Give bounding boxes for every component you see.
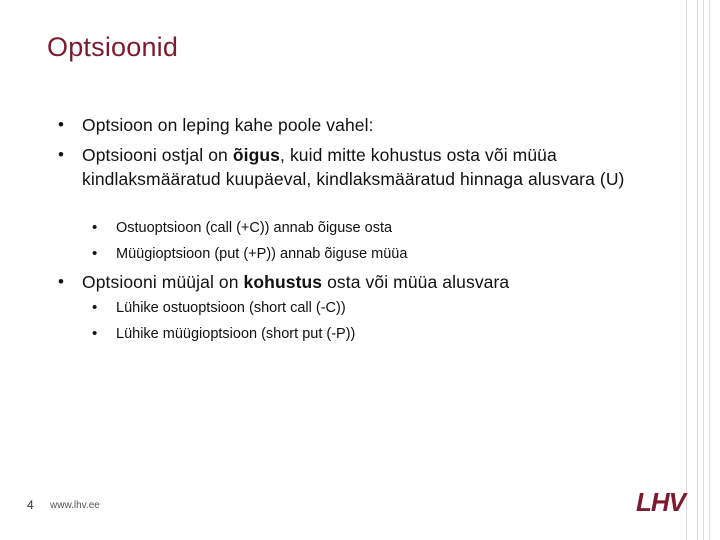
bullet-item — [82, 143, 642, 191]
sub-bullet-item — [116, 297, 636, 319]
bullet-text: Optsioon on leping kahe poole vahel: — [82, 115, 374, 135]
bullet-text: Optsiooni müüjal on — [82, 272, 244, 292]
bullet-text: Optsiooni ostjal on — [82, 145, 233, 165]
sub-bullet-text: Ostuoptsioon (call (+C)) annab õiguse osta — [116, 220, 393, 236]
bullet-bold-term: kohustus — [243, 272, 323, 292]
page-number: 4 — [27, 498, 34, 512]
sub-bullet-text: Lühike ostuoptsioon (short call (-C)) — [116, 300, 346, 316]
lhv-logo — [634, 488, 706, 516]
logo-text: LHV — [636, 488, 685, 516]
bullet-text: osta või müüa alusvara — [322, 272, 510, 292]
bullet-bold-term: õigus — [232, 145, 281, 165]
sub-bullet-item — [116, 323, 636, 345]
sub-bullet-text: Müügioptsioon (put (+P)) annab õiguse müüa — [116, 246, 408, 262]
sub-bullet-item — [116, 243, 636, 265]
bullet-item — [82, 270, 642, 294]
bullet-item — [82, 113, 642, 137]
sub-bullet-text: Lühike müügioptsioon (short put (-P)) — [116, 326, 356, 342]
sub-bullet-item — [116, 217, 636, 239]
bullet-text: , kuid mitte kohustus osta või müüa kindlaksmääratud kuupäeval, kindlaksmääratud hinnaga alusvara (U) — [82, 145, 625, 189]
footer-url: www.lhv.ee — [50, 500, 100, 511]
slide-title: Optsioonid — [47, 32, 179, 62]
